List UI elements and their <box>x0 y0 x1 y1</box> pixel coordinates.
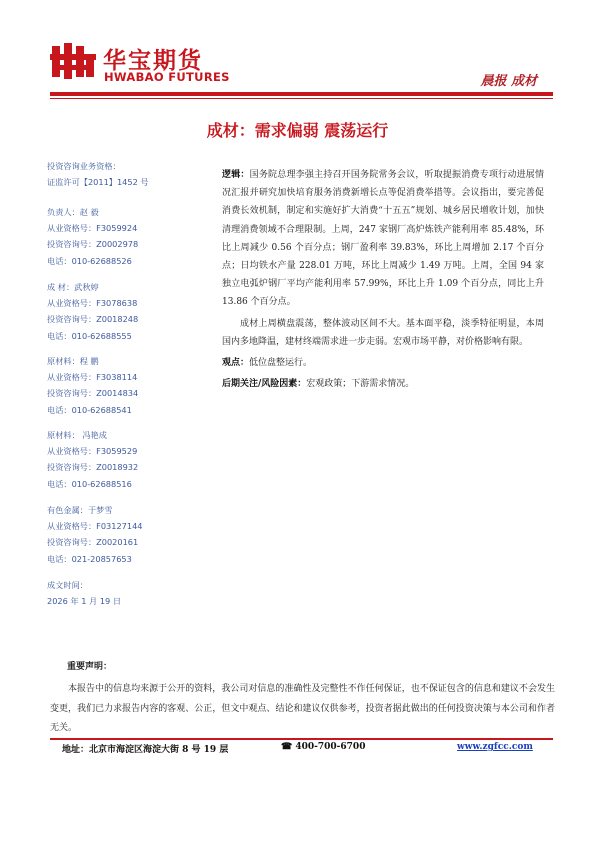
phone-icon: ☎ <box>281 742 293 752</box>
qualification-label: 投资咨询业务资格： <box>47 161 121 171</box>
hwabao-logo-icon <box>50 43 96 79</box>
analyst-advisory: 投资咨询号：Z0020161 <box>47 537 139 548</box>
analyst-phone: 电话：010-62688555 <box>47 330 132 341</box>
logic-text: 国务院总理李强主持召开国务院常务会议，听取提振消费专项行动进展情况汇报并研究加快培育服务消费新增长点等促消费举措等。会议指出，要完善促消费长效机制，制定和实施好扩大消费“十五五”规划、城乡居民增收计划，加快清理消费领域不合理限制。上周，247 家钢厂高炉炼铁产能利用率 85.48%，环比上周减少 0.56 个百分点；钢厂盈利率 39.83%，环比上周增加 2.17 个百分点；日均铁水产量 228.01 万吨，环比上周减少 1.49 万吨。上周，全国 94 家独立电弧炉钢厂平均产能利用率 57.99%，环比上升 1.09 个百分点，同比上升 13.86 个百分点。 <box>222 170 544 308</box>
analyst-license: 从业资格号：F3059529 <box>47 446 138 457</box>
footer-divider <box>50 738 553 740</box>
analyst-role: 负责人：赵 毅 <box>47 207 99 217</box>
analyst-license: 从业资格号：F3078638 <box>47 298 138 309</box>
analyst-block <box>47 502 197 567</box>
date-block <box>47 577 197 609</box>
report-title: 成材：需求偏弱 震荡运行 <box>206 121 389 140</box>
view-text: 低位盘整运行。 <box>249 358 313 369</box>
qualification-block <box>47 158 197 190</box>
logic-paragraph <box>222 166 544 312</box>
view-paragraph <box>222 354 544 372</box>
risk-label: 后期关注/风险因素： <box>222 379 307 390</box>
report-body <box>222 166 544 396</box>
analyst-role: 有色金属：于梦雪 <box>47 505 113 515</box>
date-value: 2026 年 1 月 19 日 <box>47 596 122 607</box>
risk-paragraph <box>222 375 544 393</box>
analyst-license: 从业资格号：F3059924 <box>47 223 138 234</box>
report-type-label: 晨报 成材 <box>480 74 537 89</box>
header-divider-thin <box>50 98 553 99</box>
disclaimer-title: 重要声明： <box>67 662 113 672</box>
view-label: 观点： <box>222 358 250 369</box>
market-paragraph: 成材上周横盘震荡，整体波动区间不大。基本面平稳，淡季特征明显，本周国内多地降温，建材终端需求进一步走弱。宏观市场平静，对价格影响有限。 <box>222 318 544 347</box>
risk-text: 宏观政策；下游需求情况。 <box>306 379 415 390</box>
analyst-block <box>47 279 197 344</box>
analyst-advisory: 投资咨询号：Z0018248 <box>47 314 139 325</box>
analyst-block <box>47 353 197 418</box>
footer-website-link[interactable]: www.zgfcc.com <box>457 742 533 752</box>
analyst-phone: 电话：021-20857653 <box>47 553 132 564</box>
analyst-block <box>47 427 197 492</box>
logic-label: 逻辑： <box>222 170 250 180</box>
date-label: 成文时间： <box>47 580 88 590</box>
analyst-role: 原材料：程 鹏 <box>47 356 99 366</box>
analyst-phone: 电话：010-62688526 <box>47 255 132 266</box>
analyst-advisory: 投资咨询号：Z0014834 <box>47 388 139 399</box>
analyst-advisory: 投资咨询号：Z0002978 <box>47 239 139 250</box>
analyst-license: 从业资格号：F03127144 <box>47 521 143 532</box>
logo-english-name: HWABAO FUTURES <box>104 70 230 84</box>
analyst-advisory: 投资咨询号：Z0018932 <box>47 462 139 473</box>
disclaimer-text: 本报告中的信息均来源于公开的资料，我公司对信息的准确性及完整性不作任何保证，也不保证包含的信息和建议不会发生变更，我们已力求报告内容的客观、公正，但文中观点、结论和建议仅供参考，投资者据此做出的任何投资决策与本公司和作者无关。 <box>50 684 555 733</box>
analyst-phone: 电话：010-62688516 <box>47 478 132 489</box>
footer-address: 地址：北京市海淀区海淀大街 8 号 19 层 <box>62 745 229 755</box>
qualification-value: 证监许可【2011】1452 号 <box>47 177 149 188</box>
analyst-role: 原材料： 冯艳成 <box>47 430 107 440</box>
analyst-block <box>47 204 197 269</box>
header-divider <box>50 92 553 96</box>
footer-phone <box>281 742 365 752</box>
footer-phone-number: 400-700-6700 <box>295 742 366 752</box>
analyst-phone: 电话：010-62688541 <box>47 404 132 415</box>
logo-chinese-name: 华宝期货 <box>103 48 203 74</box>
analyst-license: 从业资格号：F3038114 <box>47 372 138 383</box>
analyst-role: 成 材：武秋婷 <box>47 282 99 292</box>
